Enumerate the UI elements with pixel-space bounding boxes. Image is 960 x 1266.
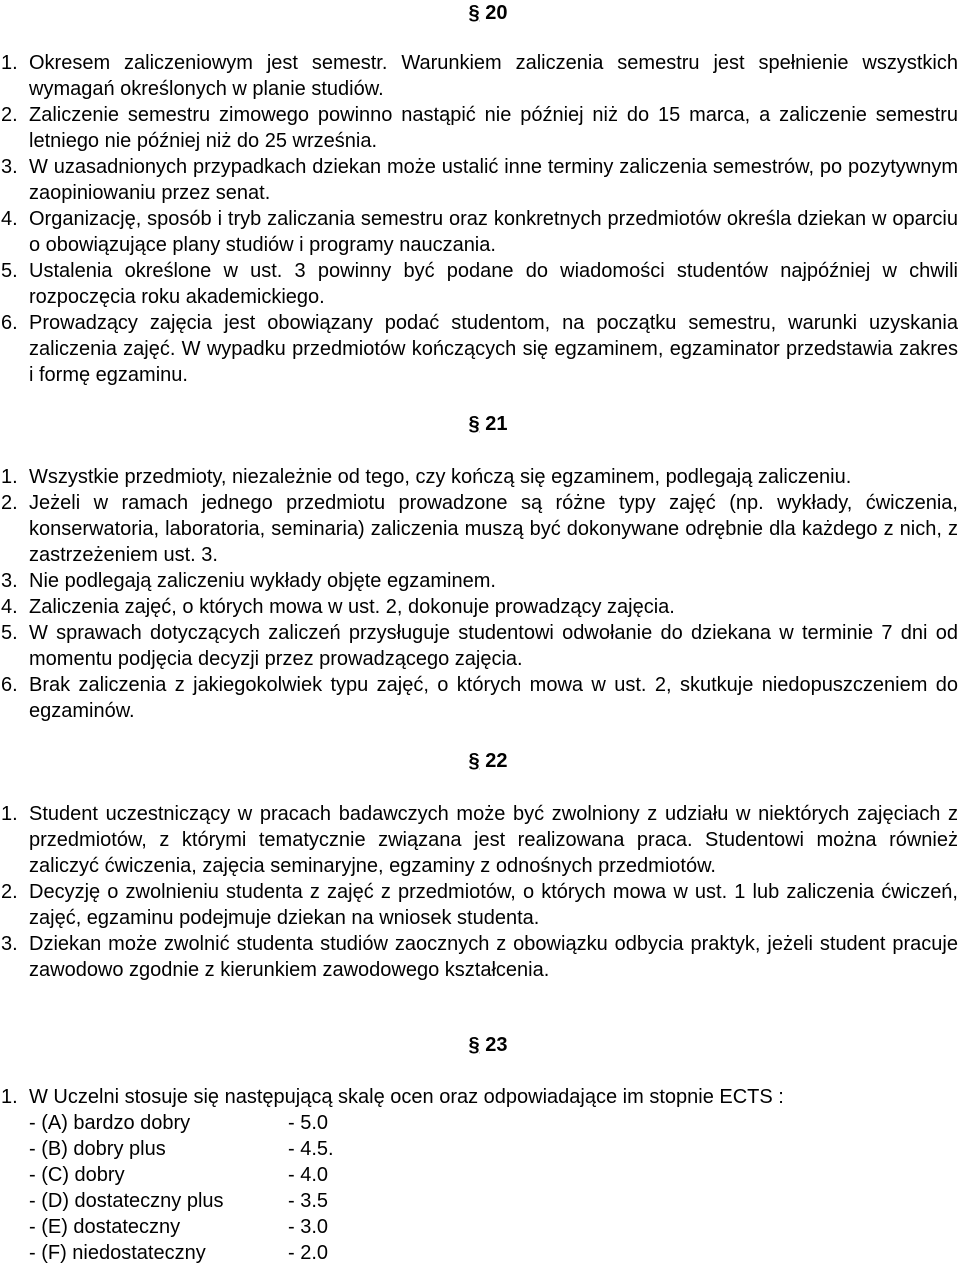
list-item — [0, 490, 960, 568]
item-number: 3. — [1, 933, 18, 955]
item-text: Jeżeli w ramach jednego przedmiotu prowadzone są różne typy zajęć (np. wykłady, ćwiczenia, konserwatoria, laboratoria, seminaria) zaliczenia muszą być dokonywane odrębnie dla każdego z nich, z zastrzeżeniem ust. 3. — [29, 492, 958, 566]
grade-row — [0, 1136, 960, 1162]
section-sign: § — [468, 2, 480, 24]
item-text: Dziekan może zwolnić studenta studiów zaocznych z obowiązku odbycia praktyk, jeżeli student pracuje zawodowo zgodnie z kierunkiem zawodowego kształcenia. — [29, 933, 958, 981]
section-sign: § — [468, 413, 480, 435]
list-item — [0, 464, 960, 490]
grade-row — [0, 1214, 960, 1240]
list-item — [0, 310, 960, 388]
item-text: Organizację, sposób i tryb zaliczania semestru oraz konkretnych przedmiotów określa dziekan w oparciu o obowiązujące plany studiów i programy nauczania. — [29, 208, 958, 256]
grade-label: - (B) dobry plus — [29, 1138, 166, 1160]
item-text: Wszystkie przedmioty, niezależnie od tego, czy kończą się egzaminem, podlegają zaliczeniu. — [29, 466, 852, 488]
list-item — [0, 1084, 960, 1110]
list-item — [0, 50, 960, 102]
item-text: W uzasadnionych przypadkach dziekan może ustalić inne terminy zaliczenia semestrów, po pozytywnym zaopiniowaniu przez senat. — [29, 156, 958, 204]
list-item — [0, 154, 960, 206]
list-item — [0, 568, 960, 594]
item-text: Zaliczenia zajęć, o których mowa w ust. 2, dokonuje prowadzący zajęcia. — [29, 596, 675, 618]
item-text: Zaliczenie semestru zimowego powinno nastąpić nie później niż do 15 marca, a zaliczenie semestru letniego nie później niż do 25 września. — [29, 104, 958, 152]
grade-label: - (A) bardzo dobry — [29, 1112, 191, 1134]
item-number: 1. — [1, 52, 18, 74]
item-number: 3. — [1, 156, 18, 178]
item-text: Okresem zaliczeniowym jest semestr. Warunkiem zaliczenia semestru jest spełnienie wszystkich wymagań określonych w planie studiów. — [29, 52, 958, 100]
item-number: 5. — [1, 622, 18, 644]
section-sign: § — [468, 1034, 480, 1056]
item-text: Brak zaliczenia z jakiegokolwiek typu zajęć, o których mowa w ust. 2, skutkuje niedopuszczeniem do egzaminów. — [29, 674, 958, 722]
item-text: Decyzję o zwolnieniu studenta z zajęć z przedmiotów, o których mowa w ust. 1 lub zaliczenia ćwiczeń, zajęć, egzaminu podejmuje dziekan na wniosek studenta. — [29, 881, 958, 929]
item-number: 5. — [1, 260, 18, 282]
list-item — [0, 879, 960, 931]
section-number: 20 — [485, 2, 508, 24]
item-text: W Uczelni stosuje się następującą skalę ocen oraz odpowiadające im stopnie ECTS : — [29, 1086, 784, 1108]
section-number: 22 — [485, 750, 508, 772]
item-text: Nie podlegają zaliczeniu wykłady objęte egzaminem. — [29, 570, 496, 592]
grade-value: - 2.0 — [288, 1242, 329, 1264]
section-heading-23 — [0, 1032, 960, 1058]
list-item — [0, 102, 960, 154]
grade-row — [0, 1162, 960, 1188]
item-number: 4. — [1, 208, 18, 230]
section-23-list — [0, 1084, 960, 1266]
grade-row — [0, 1110, 960, 1136]
list-item — [0, 258, 960, 310]
item-number: 1. — [1, 1086, 18, 1108]
item-text: W sprawach dotyczących zaliczeń przysługuje studentowi odwołanie do dziekana w terminie 7 dni od momentu podjęcia decyzji przez prowadzącego zajęcia. — [29, 622, 958, 670]
item-number: 2. — [1, 492, 18, 514]
item-text: Ustalenia określone w ust. 3 powinny być podane do wiadomości studentów najpóźniej w chwili rozpoczęcia roku akademickiego. — [29, 260, 958, 308]
grade-label: - (E) dostateczny — [29, 1216, 181, 1238]
item-number: 4. — [1, 596, 18, 618]
item-number: 3. — [1, 570, 18, 592]
section-heading-20 — [0, 0, 960, 26]
grade-label: - (C) dobry — [29, 1164, 125, 1186]
section-20-list — [0, 50, 960, 388]
grade-row — [0, 1240, 960, 1266]
list-item — [0, 931, 960, 983]
item-text: Prowadzący zajęcia jest obowiązany podać studentom, na początku semestru, warunki uzyskania zaliczenia zajęć. W wypadku przedmiotów kończących się egzaminem, egzaminator przedstawia zakres i formę egzaminu. — [29, 312, 958, 386]
grade-value: - 4.0 — [288, 1164, 329, 1186]
item-number: 2. — [1, 881, 18, 903]
section-22-list — [0, 801, 960, 983]
item-number: 6. — [1, 312, 18, 334]
grade-value: - 3.5 — [288, 1190, 329, 1212]
grade-label: - (D) dostateczny plus — [29, 1190, 224, 1212]
item-number: 6. — [1, 674, 18, 696]
item-text: Student uczestniczący w pracach badawczych może być zwolniony z udziału w niektórych zajęciach z przedmiotów, z którymi tematycznie związana jest realizowana praca. Studentowi można również zaliczyć ćwiczenia, zajęcia seminaryjne, egzaminy z odnośnych przedmiotów. — [29, 803, 958, 877]
grade-value: - 5.0 — [288, 1112, 329, 1134]
section-number: 23 — [485, 1034, 508, 1056]
section-21-list — [0, 464, 960, 724]
item-number: 2. — [1, 104, 18, 126]
grade-row — [0, 1188, 960, 1214]
list-item — [0, 801, 960, 879]
section-heading-22 — [0, 748, 960, 774]
list-item — [0, 594, 960, 620]
section-sign: § — [468, 750, 480, 772]
grade-value: - 3.0 — [288, 1216, 329, 1238]
item-number: 1. — [1, 803, 18, 825]
section-heading-21 — [0, 411, 960, 437]
section-number: 21 — [485, 413, 508, 435]
grade-label: - (F) niedostateczny — [29, 1242, 206, 1264]
list-item — [0, 620, 960, 672]
list-item — [0, 206, 960, 258]
list-item — [0, 672, 960, 724]
item-number: 1. — [1, 466, 18, 488]
grade-value: - 4.5. — [288, 1138, 334, 1160]
